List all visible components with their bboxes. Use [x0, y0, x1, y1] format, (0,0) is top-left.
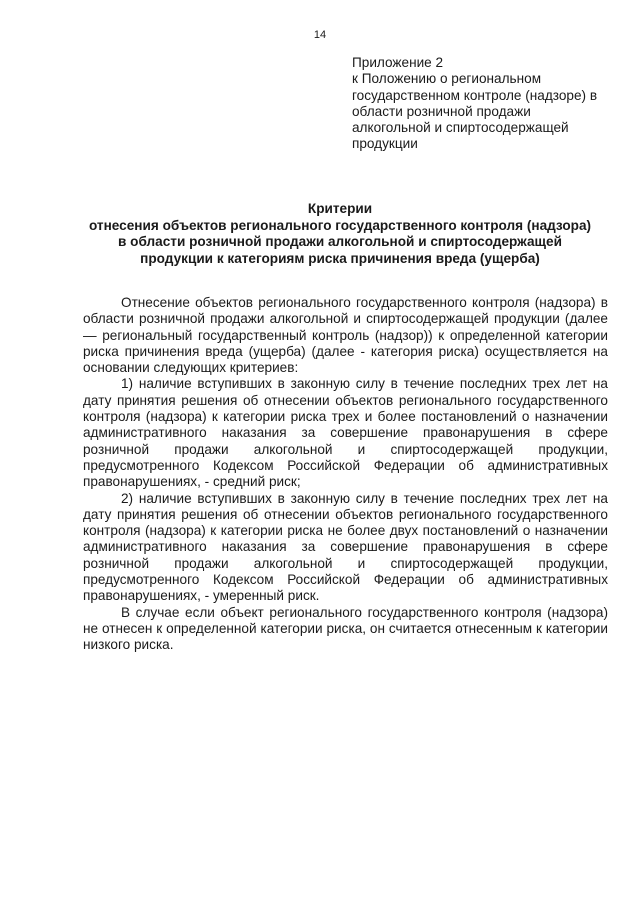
appendix-line: государственном контроле (надзоре) в [352, 87, 598, 103]
title-line: Критерии [307, 201, 373, 216]
title-line: в области розничной продажи алкогольной и спиртосодержащей [118, 234, 562, 250]
title-line: отнесения объектов регионального государственного контроля (надзора) [88, 217, 592, 233]
appendix-line: области розничной продажи [352, 103, 531, 119]
criterion-1-paragraph: 1) наличие вступивших в законную силу в течение последних трех лет на дату принятия решения об отнесении объектов регионального государственного контроля (надзора) к категории риска трех и более постановлений о назначении административного наказания за совершение правонарушения в сфере розничной продажи алкогольной и спиртосодержащей продукции, предусмотренного Кодексом Российской Федерации об административных правонарушениях, - средний риск; [83, 376, 608, 490]
criterion-2-paragraph: 2) наличие вступивших в законную силу в течение последних трех лет на дату принятия решения об отнесении объектов регионального государственного контроля (надзора) к категории риска не более двух постановлений о назначении административного наказания за совершение правонарушения в сфере розничной продажи алкогольной и спиртосодержащей продукции, предусмотренного Кодексом Российской Федерации об административных правонарушениях, - умеренный риск. [83, 490, 608, 604]
appendix-header [352, 55, 612, 153]
title-line: продукции к категориям риска причинения вреда (ущерба) [140, 250, 540, 266]
page-number: 14 [313, 29, 327, 41]
appendix-line: к Положению о региональном [352, 71, 542, 87]
appendix-line: продукции [352, 136, 418, 152]
intro-paragraph: Отнесение объектов регионального государственного контроля (надзора) в области розничной продажи алкогольной и спиртосодержащей продукции (далее — региональный государственный контроль (надзор)) к определенной категории риска причинения вреда (ущерба) (далее - категория риска) осуществляется на основании следующих критериев: [83, 295, 608, 376]
appendix-line: алкогольной и спиртосодержащей [352, 120, 569, 136]
document-body [83, 295, 608, 654]
closing-paragraph: В случае если объект регионального государственного контроля (надзора) не отнесен к определенной категории риска, он считается отнесенным к категории низкого риска. [83, 604, 608, 653]
appendix-line: Приложение 2 [352, 55, 444, 70]
document-title [60, 201, 620, 267]
